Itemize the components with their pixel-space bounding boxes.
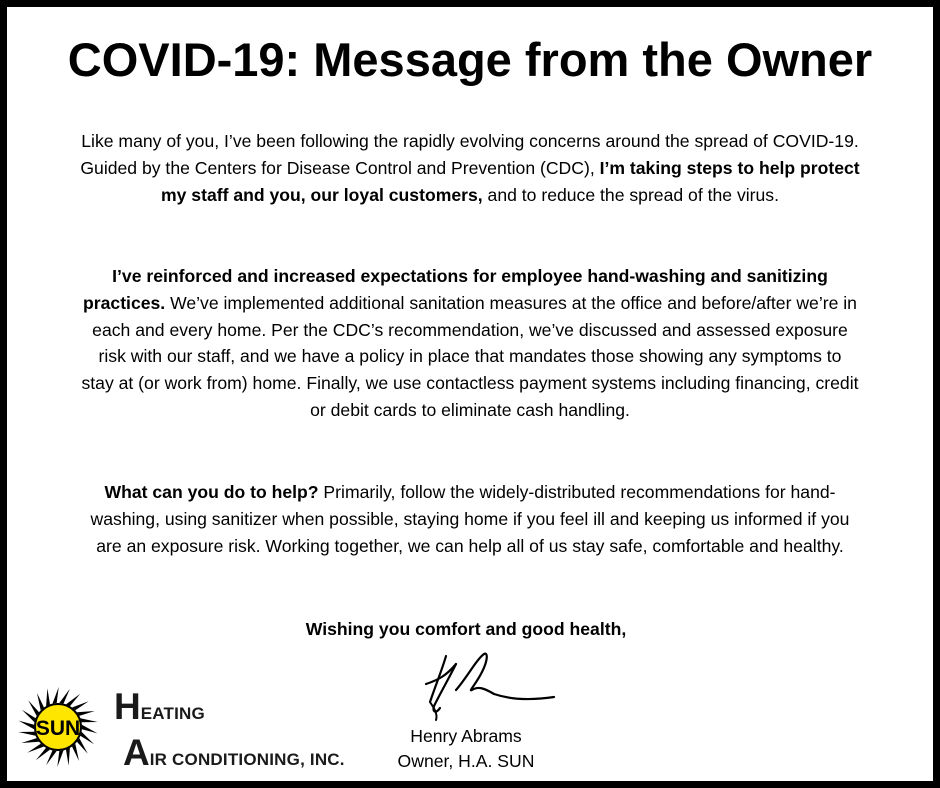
sun-ray	[72, 701, 89, 710]
logo-sun-text: SUN	[35, 717, 81, 740]
logo-air-text	[123, 733, 345, 773]
logo-air-rest: IR CONDITIONING, INC.	[149, 750, 345, 769]
paragraph-intro-text-b: and to reduce the spread of the virus.	[482, 184, 779, 205]
sun-ray	[66, 748, 70, 766]
sun-ray	[80, 718, 97, 722]
sun-ray	[27, 744, 44, 753]
sun-ray	[46, 750, 57, 765]
sun-ray	[36, 748, 50, 761]
paragraph-help-bold: What can you do to help?	[104, 482, 319, 502]
sun-ray	[37, 693, 44, 710]
sun-ray	[77, 711, 95, 716]
paragraph-sanitation	[80, 263, 860, 424]
logo-heating-text	[114, 687, 205, 727]
closing-line: Wishing you comfort and good health,	[305, 619, 627, 639]
sun-ray	[57, 750, 63, 767]
sun-ray	[18, 732, 35, 736]
sun-ray	[22, 710, 36, 723]
signer-block	[380, 724, 552, 774]
sun-ray	[77, 738, 88, 754]
paragraph-sanitation-text: We’ve implemented additional sanitation measures at the office and before/after we’re in each and every home. Per the CDC’s recommendation, we’ve discussed and assessed exposure risk with our staff, and we have a policy in place that mandates those showing any symptoms to stay at (or work from) home. Finally, we use contactless payment systems including financing, credit or debit cards to eliminate cash handling.	[81, 292, 859, 420]
paragraph-intro-text-a: Like many of you, I’ve been following the rapidly evolving concerns around the spread of COVID-19. Guided by the Centers for Disease Control and Prevention (CDC),	[80, 131, 859, 178]
signer-role: Owner, H.A. SUN	[397, 751, 535, 771]
paragraph-intro-bold: I’m taking steps to help protect my staff and you, our loyal customers,	[160, 157, 860, 205]
sun-ray	[19, 721, 35, 730]
sun-ray	[59, 689, 70, 704]
sun-ray	[46, 688, 50, 706]
signature-image	[412, 650, 557, 722]
sun-ray	[80, 732, 94, 745]
paragraph-help-text: Primarily, follow the widely-distributed recommendations for hand-washing, using sanitizer when possible, staying home if you feel ill and keeping us informed if you are an exposure risk. Working together, we can help all of us stay safe, comfortable and healthy.	[90, 482, 850, 556]
sun-ray	[28, 700, 39, 716]
logo-heating-rest: EATING	[140, 704, 205, 723]
paragraph-help	[80, 479, 860, 559]
sun-ray	[82, 725, 98, 734]
sun-ray	[66, 694, 80, 707]
signer-name: Henry Abrams	[410, 726, 522, 746]
logo-heating-initial: H	[114, 686, 141, 727]
paragraph-intro	[80, 128, 860, 208]
sun-ray	[53, 687, 59, 704]
page-title: COVID-19: Message from the Owner	[67, 33, 873, 86]
sun-ray	[72, 744, 79, 761]
paragraph-sanitation-bold: I’ve reinforced and increased expectations for employee hand-washing and sanitizing practices.	[83, 266, 828, 313]
logo-air-initial: A	[123, 732, 150, 773]
